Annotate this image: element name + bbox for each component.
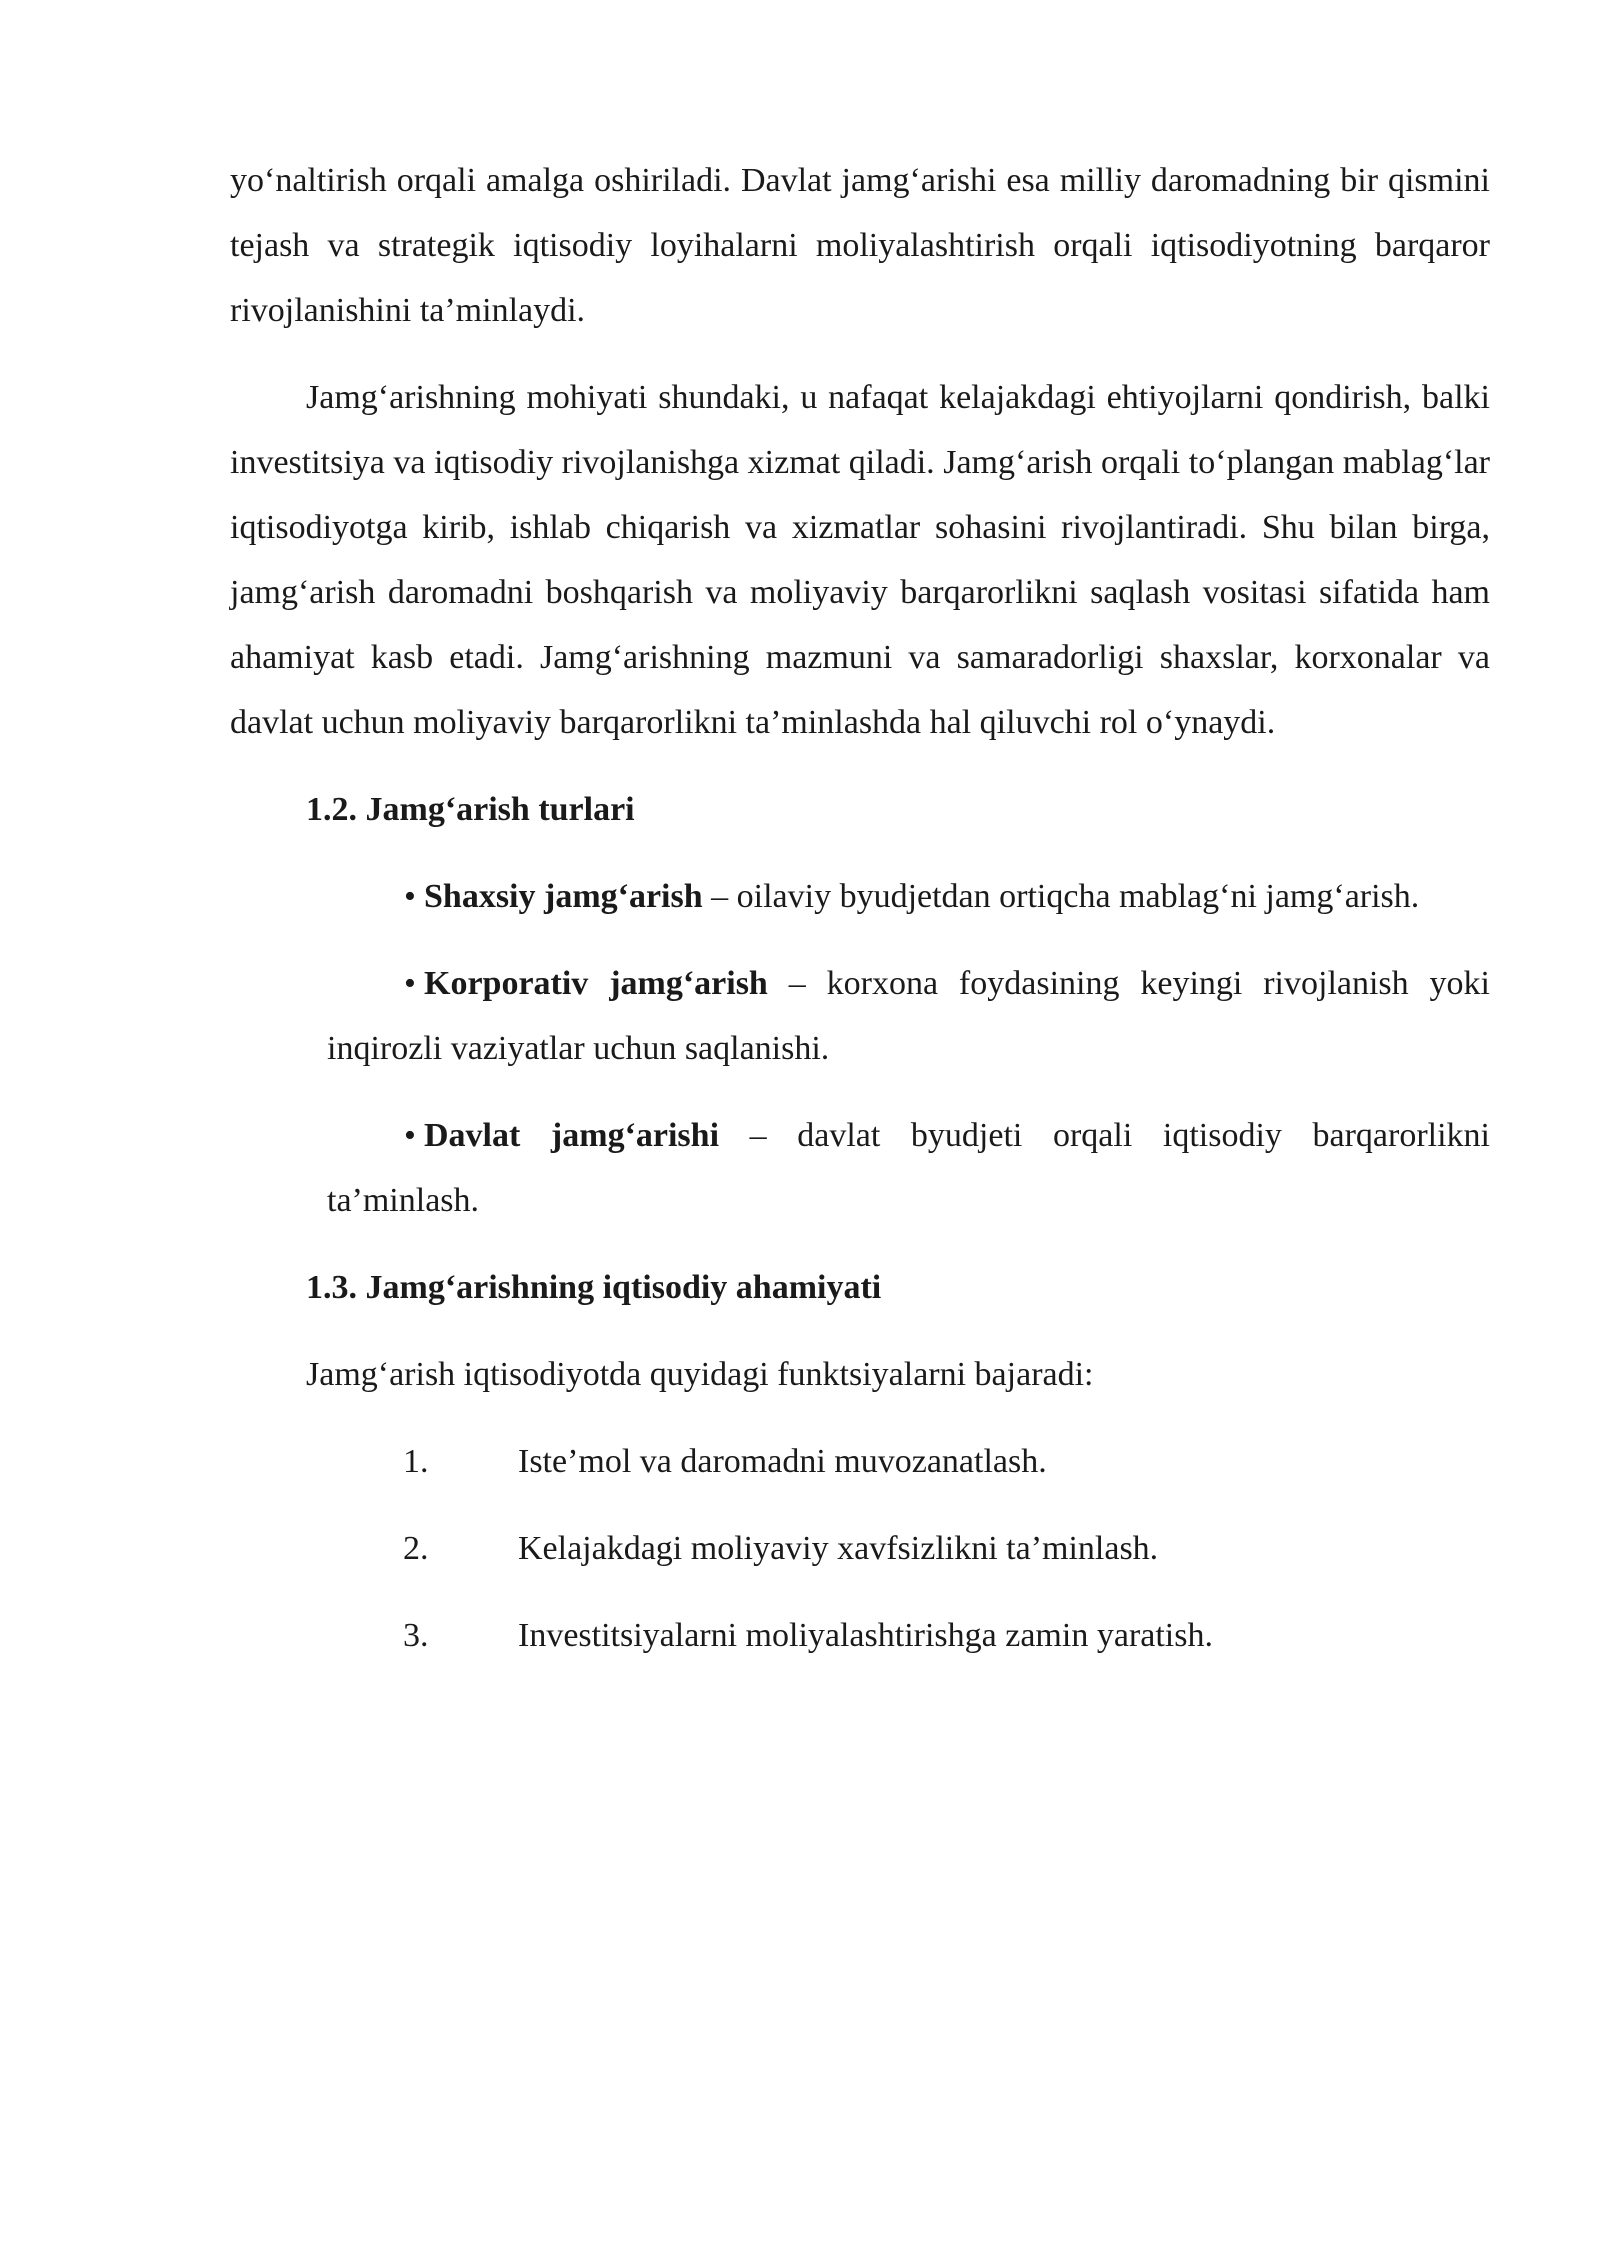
list-item-text: Iste’mol va daromadni muvozanatlash. xyxy=(518,1443,1047,1480)
bullet-item-2 xyxy=(230,951,1490,1081)
section-heading-1-2: 1.2. Jamg‘arish turlari xyxy=(306,791,635,828)
bullet-desc: – korxona foydasining keyingi rivojlanish yoki inqirozli vaziyatlar uchun saqlanishi. xyxy=(327,965,1490,1067)
bullet-icon: • xyxy=(404,878,416,915)
list-item-text: Kelajakdagi moliyaviy xavfsizlikni ta’minlash. xyxy=(518,1530,1159,1567)
section-intro: Jamg‘arish iqtisodiyotda quyidagi funktsiyalarni bajaradi: xyxy=(306,1356,1094,1393)
paragraph-2: Jamg‘arishning mohiyati shundaki, u nafaqat kelajakdagi ehtiyojlarni qondirish, balki investitsiya va iqtisodiy rivojlanishga xizmat qiladi. Jamg‘arish orqali to‘plangan mablag‘lar iqtisodiyotga kirib, ishlab chiqarish va xizmatlar sohasini rivojlantiradi. Shu bilan birga, jamg‘arish daromadni boshqarish va moliyaviy barqarorlikni saqlash vositasi sifatida ham ahamiyat kasb etadi. Jamg‘arishning mazmuni va samaradorligi shaxslar, korxonalar va davlat uchun moliyaviy barqarorlikni ta’minlashda hal qiluvchi rol o‘ynaydi. xyxy=(230,379,1490,741)
bullet-icon: • xyxy=(404,1117,416,1154)
document-page xyxy=(230,148,1490,1690)
list-item xyxy=(230,1603,1490,1668)
bullet-desc: – davlat byudjeti orqali iqtisodiy barqarorlikni ta’minlash. xyxy=(327,1117,1490,1219)
bullet-desc: – oilaviy byudjetdan ortiqcha mablag‘ni jamg‘arish. xyxy=(702,878,1420,915)
list-item-number: 2. xyxy=(403,1530,429,1567)
bullet-term: Korporativ jamg‘arish xyxy=(424,965,768,1002)
numbered-list xyxy=(230,1429,1490,1668)
bullet-term: Shaxsiy jamg‘arish xyxy=(424,878,703,915)
list-item-number: 3. xyxy=(403,1617,429,1654)
bullet-item-3 xyxy=(230,1103,1490,1233)
list-item xyxy=(230,1516,1490,1581)
paragraph-1: yo‘naltirish orqali amalga oshiriladi. Davlat jamg‘arishi esa milliy daromadning bir qismini tejash va strategik iqtisodiy loyihalarni moliyalashtirish orqali iqtisodiyotning barqaror rivojlanishini ta’minlaydi. xyxy=(230,162,1490,329)
bullet-icon: • xyxy=(404,965,416,1002)
section-heading-1-3: 1.3. Jamg‘arishning iqtisodiy ahamiyati xyxy=(306,1269,882,1306)
list-item-text: Investitsiyalarni moliyalashtirishga zamin yaratish. xyxy=(518,1617,1213,1654)
list-item-number: 1. xyxy=(403,1443,429,1480)
list-item xyxy=(230,1429,1490,1494)
bullet-term: Davlat jamg‘arishi xyxy=(424,1117,720,1154)
bullet-item-1 xyxy=(230,864,1490,929)
